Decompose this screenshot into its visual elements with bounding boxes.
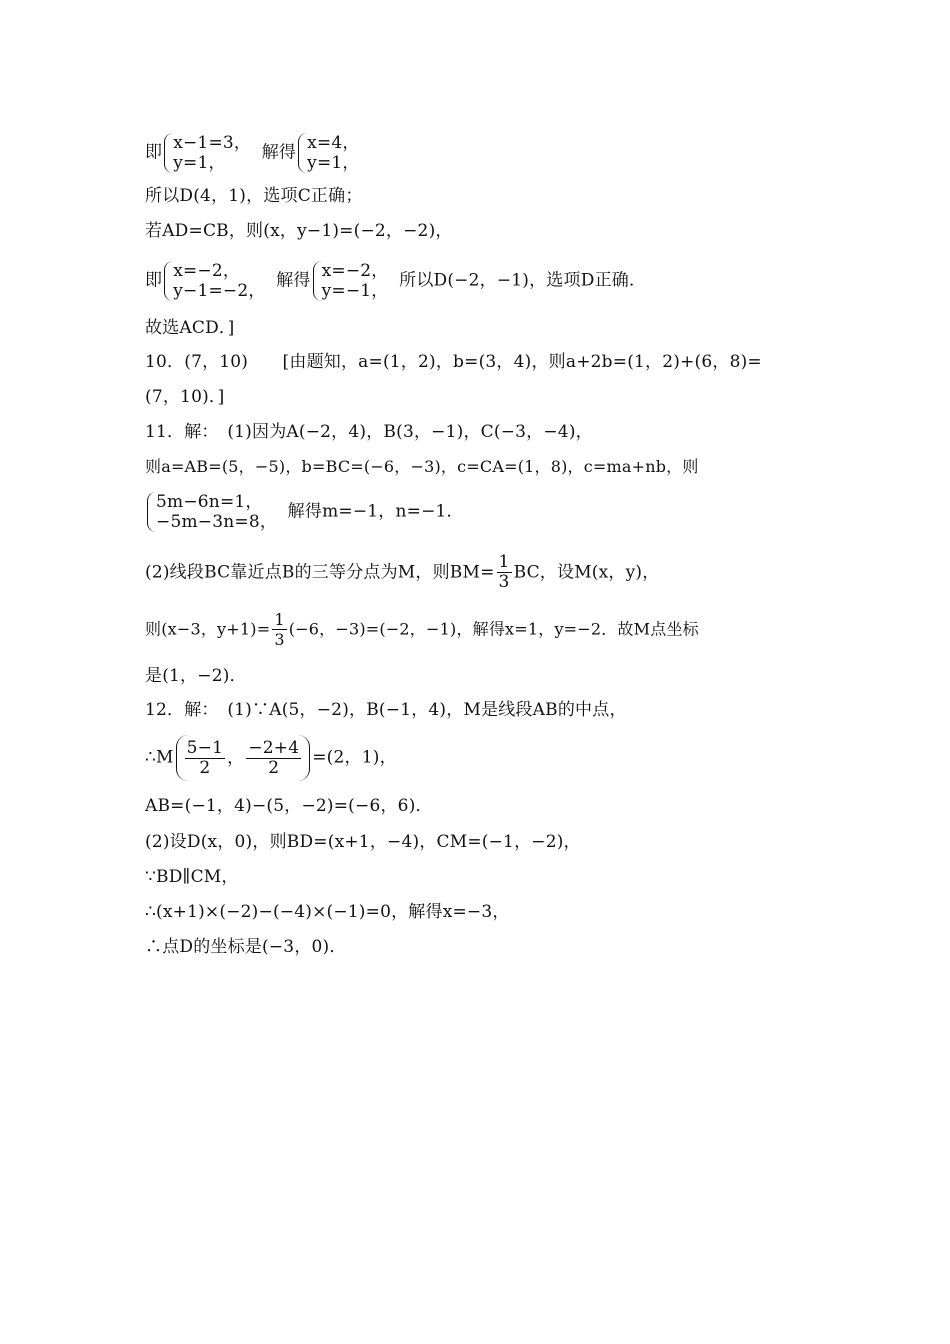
line-20: ∴点D的坐标是(−3，0)． [145,937,347,957]
equation-system: x−1=3， y=1， [164,133,254,173]
equation-system: x=−2， y−1=−2， [164,261,268,301]
fraction: $\frac{1}{3}$ [498,552,510,592]
line-10 [145,489,810,533]
line-2: 所以D(4，1)，选项C正确； [145,186,363,206]
fraction: $\frac{5-1}{2}$ [186,737,224,778]
line-12: 则(x−3，y+1)= $\frac{1}{3}$ (−6，−3)=(−2，−1)，解得x=1，y=−2．故M点坐标 [145,610,699,649]
equation-system-solution: x=4， y=1， [298,133,362,173]
text-prefix: 即 [145,142,163,163]
line-3: 若AD=CB，则(x，y−1)=(−2，−2)， [145,221,453,241]
line-9: 则a=AB=(5，−5)，b=BC=(−6，−3)，c=CA=(1，8)，c=ma+nb，则 [145,457,699,476]
parenthesized-fractions: $\frac{5-1}{2}$ ， $\frac{-2+4}{2}$ [176,735,311,781]
line-1 [145,132,810,172]
equation-system: 5m−6n=1， −5m−3n=8， [147,492,280,532]
line-19: ∴(x+1)×(−2)−(−4)×(−1)=0，解得x=−3， [145,902,510,922]
line-11: (2)线段BC靠近点B的三等分点为M，则BM= $\frac{1}{3}$ BC，设M(x，y)， [145,552,660,592]
fraction: $\frac{1}{3}$ [274,610,285,649]
line-8: 11．解： (1)因为A(−2，4)，B(3，−1)，C(−3，−4)， [145,422,593,442]
fraction: $\frac{-2+4}{2}$ [248,737,300,778]
line-5: 故选ACD．] [145,318,235,338]
text-solve: 解得 [276,270,311,291]
line-7: (7，10)．] [145,387,225,407]
line-17: (2)设D(x，0)，则BD=(x+1，−4)，CM=(−1，−2)， [145,832,581,852]
line-6: 10．(7，10) [由题知，a=(1，2)，b=(3，4)，则a+2b=(1，2)+(6，8)= [145,352,762,372]
line-15: ∴M $\frac{5-1}{2}$ ， $\frac{-2+4}{2}$ =(2，1)， [145,734,810,780]
text-solve: 解得 [261,142,297,163]
line-14: 12．解： (1)∵A(5，−2)，B(−1，4)，M是线段AB的中点， [145,700,627,720]
text-solution: 解得m=−1，n=−1． [287,501,464,522]
equation-system-solution: x=−2， y=−1， [313,261,392,301]
text-prefix: 即 [145,270,163,291]
line-16: AB=(−1，4)−(5，−2)=(−6，6)． [145,796,433,816]
line-4 [145,258,810,302]
line-13: 是(1，−2)． [145,666,247,686]
line-18: ∵BD∥CM， [145,867,239,887]
text-conclusion: 所以D(−2，−1)，选项D正确． [399,270,647,291]
